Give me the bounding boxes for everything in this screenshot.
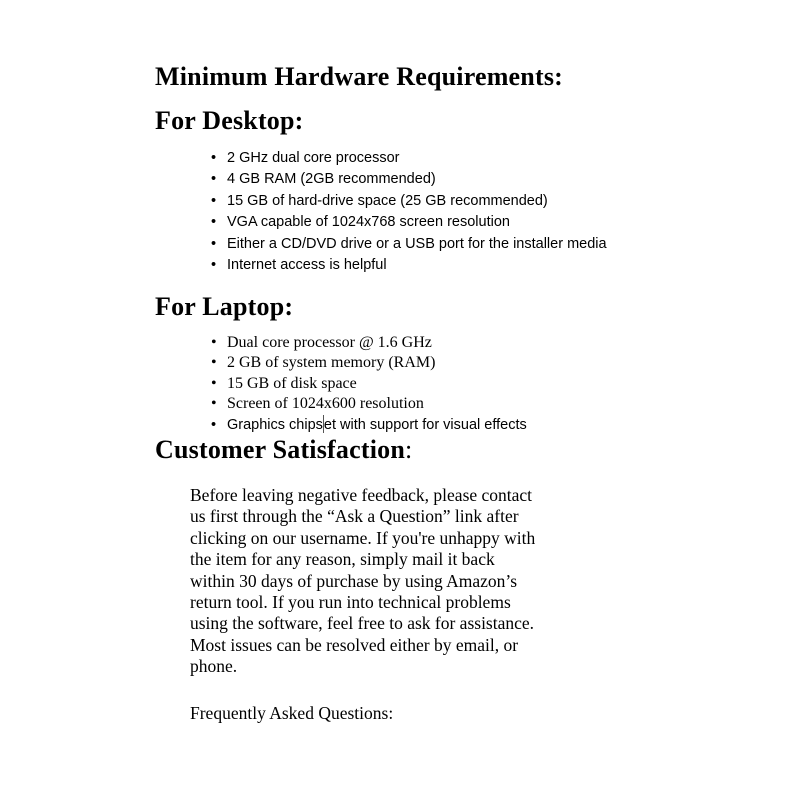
- laptop-requirements-list: [211, 333, 527, 435]
- page-title: Minimum Hardware Requirements:: [155, 62, 563, 91]
- list-item-text: 4 GB RAM (2GB recommended): [227, 171, 436, 188]
- bullet-icon: •: [211, 235, 217, 252]
- desktop-requirements-list: [211, 148, 607, 276]
- bullet-icon: •: [211, 334, 217, 351]
- heading-colon: :: [404, 435, 413, 464]
- list-item-text: 2 GB of system memory (RAM): [227, 354, 436, 372]
- list-item: [211, 394, 527, 414]
- list-item-text: Either a CD/DVD drive or a USB port for the installer media: [227, 235, 607, 252]
- list-item: [211, 234, 607, 255]
- heading-text: Customer Satisfaction: [155, 435, 405, 464]
- bullet-icon: •: [211, 192, 217, 209]
- list-item-with-cursor[interactable]: [211, 415, 527, 435]
- paragraph-line: phone.: [190, 656, 238, 677]
- list-item-text: Screen of 1024x600 resolution: [227, 395, 424, 413]
- list-item: [211, 212, 607, 233]
- bullet-icon: •: [211, 150, 217, 166]
- list-item-text: VGA capable of 1024x768 screen resolution: [227, 214, 510, 231]
- bullet-icon: •: [211, 395, 217, 413]
- list-item: [211, 191, 607, 212]
- list-item: [211, 333, 527, 353]
- customer-satisfaction-paragraph: [190, 485, 535, 678]
- list-item: [211, 255, 607, 276]
- paragraph-line: return tool. If you run into technical problems: [190, 592, 511, 613]
- bullet-icon: •: [211, 374, 217, 392]
- bullet-icon: •: [211, 354, 217, 372]
- list-item-text: Dual core processor @ 1.6 GHz: [227, 334, 432, 351]
- paragraph-line: Before leaving negative feedback, please contact: [190, 485, 533, 505]
- bullet-icon: •: [211, 257, 217, 274]
- faq-heading: Frequently Asked Questions:: [190, 703, 394, 723]
- paragraph-line: within 30 days of purchase by using Amazon’s: [190, 570, 518, 591]
- paragraph-line: us first through the “Ask a Question” link after: [190, 506, 519, 527]
- paragraph-line: Most issues can be resolved either by email, or: [190, 634, 519, 655]
- text-before-cursor: Graphics chips: [227, 416, 323, 433]
- list-item-text: 15 GB of disk space: [227, 374, 357, 392]
- list-item-text: 15 GB of hard-drive space (25 GB recommended): [227, 192, 548, 209]
- list-item-text: [227, 415, 527, 435]
- paragraph-line: clicking on our username. If you're unhappy with: [190, 527, 536, 548]
- list-item: [211, 374, 527, 394]
- bullet-icon: •: [211, 171, 217, 188]
- paragraph-line: using the software, feel free to ask for assistance.: [190, 613, 535, 634]
- section-heading-desktop: For Desktop:: [155, 106, 304, 135]
- bullet-icon: •: [211, 416, 217, 433]
- list-item-text: Internet access is helpful: [227, 257, 387, 274]
- list-item: [211, 353, 527, 373]
- section-heading-customer-satisfaction: [155, 434, 412, 465]
- list-item: [211, 169, 607, 190]
- list-item: [211, 148, 607, 169]
- bullet-icon: •: [211, 214, 217, 231]
- section-heading-laptop: For Laptop:: [155, 292, 294, 321]
- paragraph-line: the item for any reason, simply mail it back: [190, 549, 495, 570]
- text-after-cursor: et with support for visual effects: [323, 416, 527, 433]
- list-item-text: 2 GHz dual core processor: [227, 150, 400, 166]
